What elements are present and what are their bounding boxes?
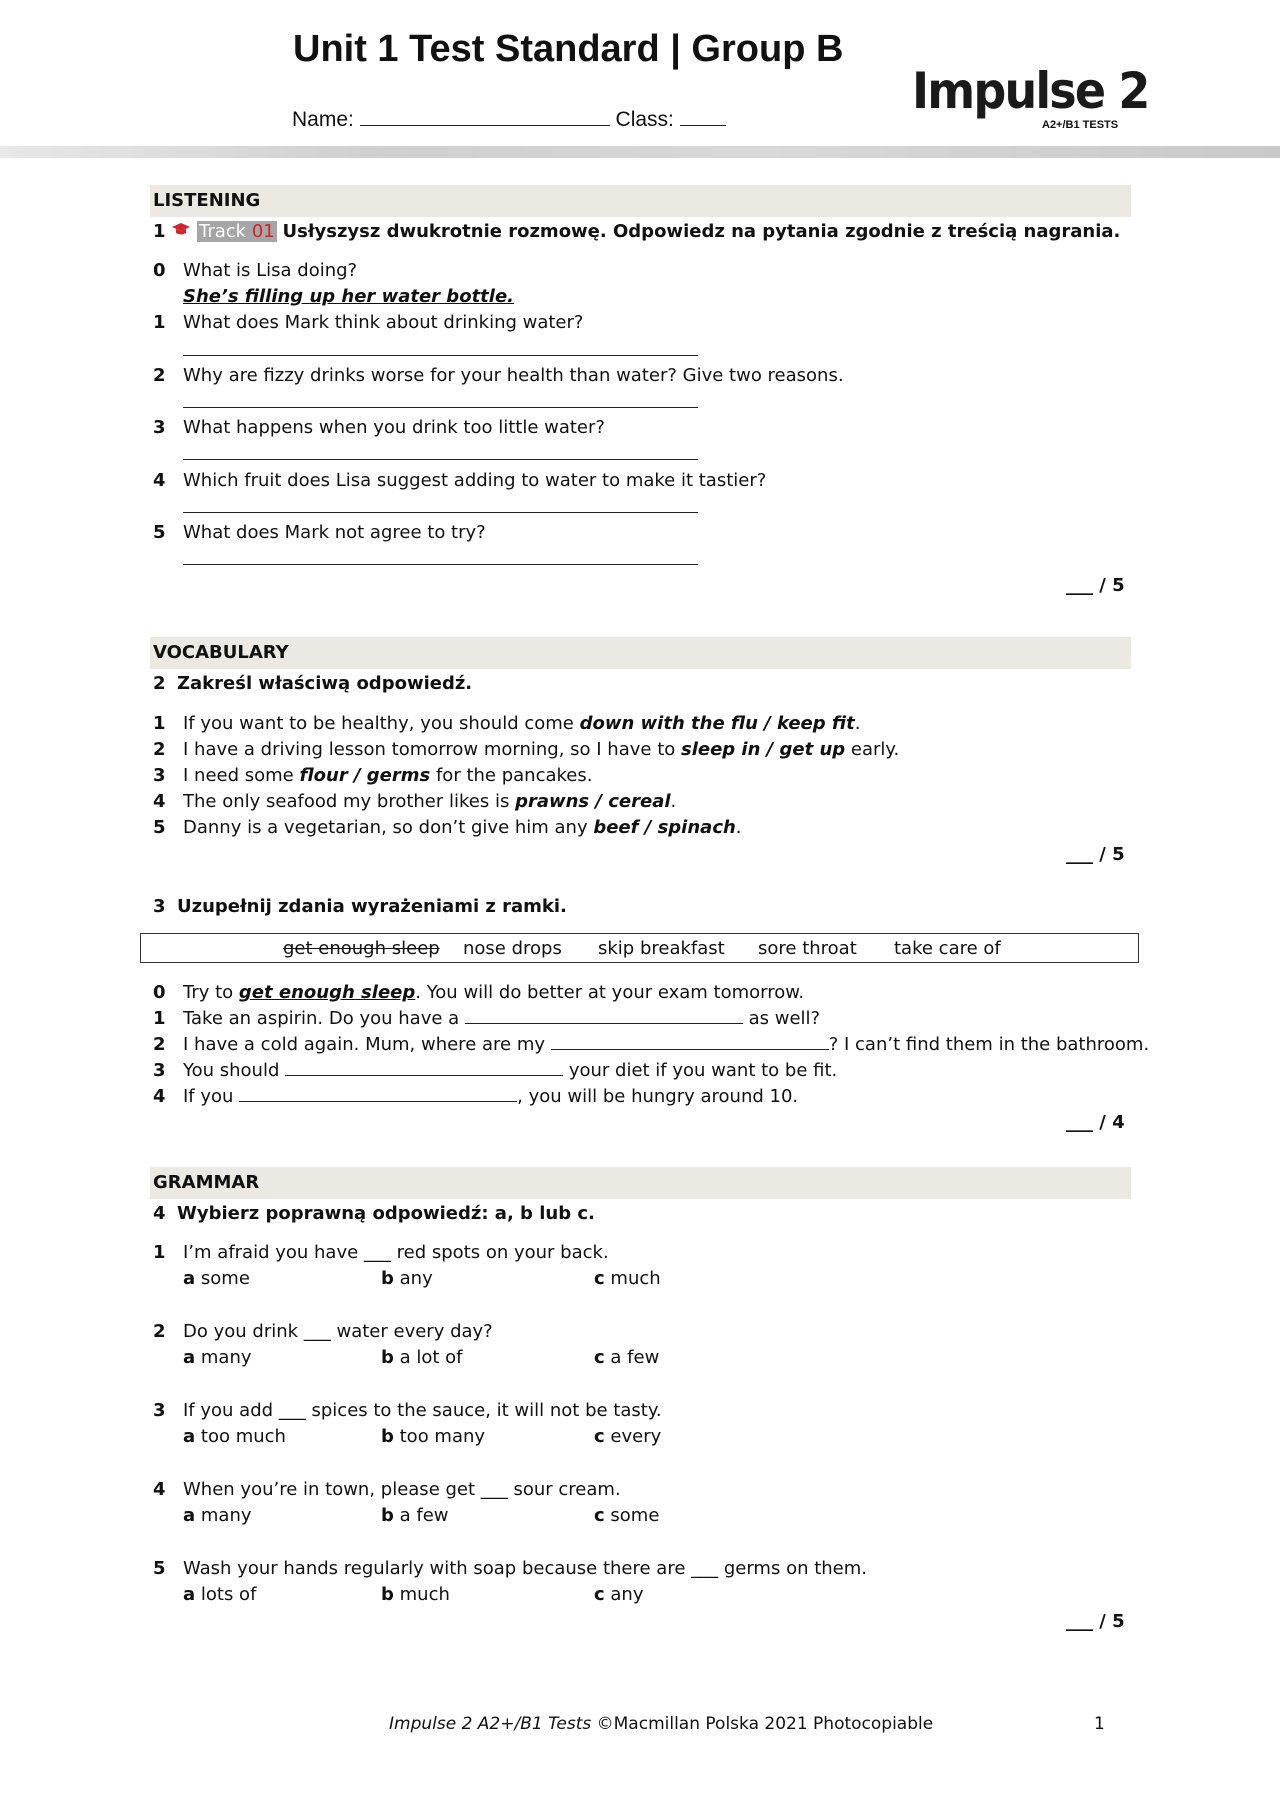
answer-line[interactable]	[183, 548, 698, 565]
list-item: Try to get enough sleep. You will do better at your exam tomorrow.	[183, 982, 805, 1003]
option-c[interactable]: c every	[594, 1426, 662, 1447]
name-label: Name:	[292, 108, 354, 131]
word-box	[140, 933, 1139, 963]
score-box: ___ / 5	[1066, 575, 1125, 596]
choice-options[interactable]: beef / spinach	[593, 817, 736, 838]
list-item: I have a cold again. Mum, where are my ? I can’t find them in the bathroom.	[183, 1034, 1150, 1055]
brand-subtitle: A2+/B1 TESTS	[1042, 119, 1119, 131]
option-b[interactable]: b any	[381, 1268, 433, 1289]
class-field[interactable]	[680, 109, 726, 126]
box-word: take care of	[894, 938, 1001, 959]
option-c[interactable]: c some	[594, 1505, 660, 1526]
section-heading-vocabulary: VOCABULARY	[150, 637, 1131, 669]
list-item: If you want to be healthy, you should come down with the flu / keep fit.	[183, 713, 861, 734]
answer-line[interactable]	[285, 1059, 563, 1076]
section-heading-listening: LISTENING	[150, 185, 1131, 217]
list-item: If you , you will be hungry around 10.	[183, 1086, 799, 1107]
choice-options[interactable]: prawns / cereal	[515, 791, 671, 812]
brand-logo: Impulse 2	[912, 62, 1149, 120]
answer-line[interactable]	[465, 1007, 743, 1024]
box-word: get enough sleep	[283, 938, 440, 959]
example-answer: She’s filling up her water bottle.	[183, 286, 514, 307]
answer-line[interactable]	[183, 339, 698, 356]
option-c[interactable]: c much	[594, 1268, 661, 1289]
task-4-instruction: 4 Wybierz poprawną odpowiedź: a, b lub c.	[153, 1203, 595, 1224]
task-1-instruction: 1 Track 01 Usłyszysz dwukrotnie rozmowę. Odpowiedz na pytania zgodnie z treścią nagrania.	[153, 221, 1121, 242]
option-b[interactable]: b a few	[381, 1505, 449, 1526]
option-a[interactable]: a some	[183, 1268, 250, 1289]
box-word: sore throat	[758, 938, 857, 959]
task-3-instruction: 3 Uzupełnij zdania wyrażeniami z ramki.	[153, 896, 567, 917]
choice-options[interactable]: flour / germs	[299, 765, 431, 786]
header-divider-band	[0, 146, 1280, 158]
option-a[interactable]: a lots of	[183, 1584, 257, 1605]
option-b[interactable]: b much	[381, 1584, 450, 1605]
option-a[interactable]: a many	[183, 1347, 252, 1368]
task-2-instruction: 2 Zakreśl właściwą odpowiedź.	[153, 673, 473, 694]
box-word: nose drops	[463, 938, 562, 959]
track-label[interactable]: Track 01	[199, 221, 275, 242]
list-item: I have a driving lesson tomorrow morning, so I have to sleep in / get up early.	[183, 739, 900, 760]
graduation-cap-icon	[171, 222, 191, 236]
box-word: skip breakfast	[598, 938, 725, 959]
choice-options[interactable]: down with the flu / keep fit	[579, 713, 855, 734]
option-a[interactable]: a too much	[183, 1426, 286, 1447]
choice-options[interactable]: sleep in / get up	[680, 739, 846, 760]
answer-line[interactable]	[183, 391, 698, 408]
option-a[interactable]: a many	[183, 1505, 252, 1526]
list-item: Danny is a vegetarian, so don’t give him any beef / spinach.	[183, 817, 742, 838]
score-box: ___ / 4	[1066, 1112, 1125, 1133]
list-item: Take an aspirin. Do you have a as well?	[183, 1008, 821, 1029]
page-title: Unit 1 Test Standard | Group B	[293, 28, 844, 70]
list-item: I need some flour / germs for the pancakes.	[183, 765, 593, 786]
score-box: ___ / 5	[1066, 1611, 1125, 1632]
list-item: The only seafood my brother likes is prawns / cereal.	[183, 791, 677, 812]
answer-line[interactable]	[551, 1033, 829, 1050]
section-heading-grammar: GRAMMAR	[150, 1167, 1131, 1199]
name-class-row	[292, 108, 726, 132]
name-field[interactable]	[360, 109, 610, 126]
footer-copyright: Impulse 2 A2+/B1 Tests ©Macmillan Polska 2021 Photocopiable	[389, 1714, 934, 1734]
score-box: ___ / 5	[1066, 844, 1125, 865]
page-number: 1	[1094, 1714, 1105, 1734]
option-c[interactable]: c any	[594, 1584, 644, 1605]
answer-line[interactable]	[239, 1085, 517, 1102]
option-b[interactable]: b too many	[381, 1426, 486, 1447]
list-item: You should your diet if you want to be fit.	[183, 1060, 838, 1081]
answer-line[interactable]	[183, 496, 698, 513]
option-c[interactable]: c a few	[594, 1347, 660, 1368]
answer-line[interactable]	[183, 443, 698, 460]
class-label: Class:	[615, 108, 674, 131]
option-b[interactable]: b a lot of	[381, 1347, 463, 1368]
